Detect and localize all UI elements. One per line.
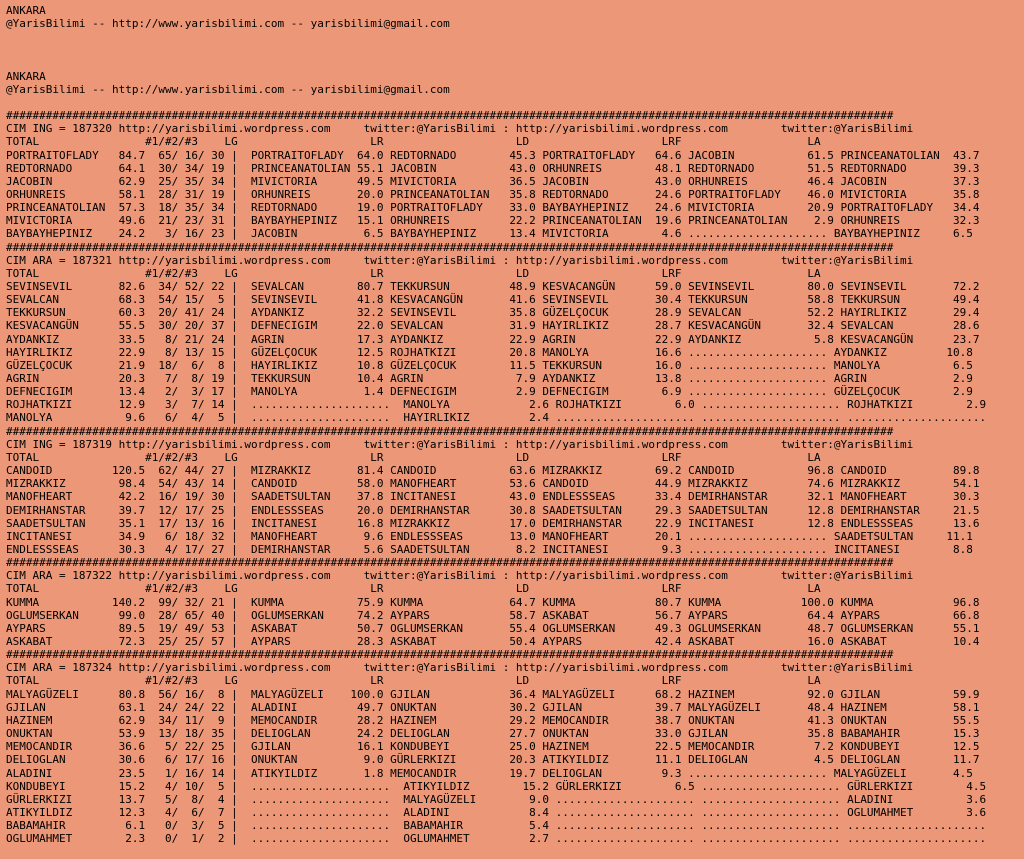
table-row: TEKKURSUN 60.3 20/ 41/ 24 | AYDANKIZ 32.2 SEVINSEVIL 35.8 GÜZELÇOCUK 28.9 SEVALCAN 52.2 HAYIRLIKIZ 29.4 xyxy=(6,306,980,320)
table-row: BABAMAHIR 6.1 0/ 3/ 5 | ..................... BABAMAHIR 5.4 ..................... ..................... ..................... xyxy=(6,819,987,833)
table-row: ALADINI 23.5 1/ 16/ 14 | ATIKYILDIZ 1.8 MEMOCANDIR 19.7 DELIOGLAN 9.3 ..................... MALYAGÜZELI 4.5 xyxy=(6,766,973,780)
table-row: OGLUMSERKAN 99.0 28/ 65/ 40 | OGLUMSERKAN 74.2 AYPARS 58.7 ASKABAT 56.7 AYPARS 64.4 AYPARS 66.8 xyxy=(6,608,980,622)
table-row: ATIKYILDIZ 12.3 4/ 6/ 7 | ..................... ALADINI 8.4 ..................... ..................... OGLUMAHMET 3.6 xyxy=(6,805,987,819)
table-row: PRINCEANATOLIAN 57.3 18/ 35/ 34 | REDTORNADO 19.0 PORTRAITOFLADY 33.0 BAYBAYHEPINIZ 24.6 MIVICTORIA 20.9 PORTRAITOFLADY 34.4 xyxy=(6,201,980,215)
table-row: MANOFHEART 42.2 16/ 19/ 30 | SAADETSULTAN 37.8 INCITANESI 43.0 ENDLESSSEAS 33.4 DEMIRHANSTAR 32.1 MANOFHEART 30.3 xyxy=(6,490,980,504)
header-city: ANKARA xyxy=(6,70,46,83)
table-row: INCITANESI 34.9 6/ 18/ 32 | MANOFHEART 9.6 ENDLESSSEAS 13.0 MANOFHEART 20.1 ..................... SAADETSULTAN 11.1 xyxy=(6,529,973,543)
table-row: DEFNECIGIM 13.4 2/ 3/ 17 | MANOLYA 1.4 DEFNECIGIM 2.9 DEFNECIGIM 6.9 ..................... GÜZELÇOCUK 2.9 xyxy=(6,385,973,399)
table-row: AYPARS 89.5 19/ 49/ 53 | ASKABAT 50.7 OGLUMSERKAN 55.4 OGLUMSERKAN 49.3 OGLUMSERKAN 48.7 OGLUMSERKAN 55.1 xyxy=(6,621,980,635)
table-row: JACOBIN 62.9 25/ 35/ 34 | MIVICTORIA 49.5 MIVICTORIA 36.5 JACOBIN 43.0 ORHUNREIS 46.4 JACOBIN 37.3 xyxy=(6,174,980,188)
header-contact: @YarisBilimi -- http://www.yarisbilimi.com -- yarisbilimi@gmail.com xyxy=(6,17,450,30)
column-header: TOTAL #1/#2/#3 LG LR LD LRF LA xyxy=(6,266,821,280)
separator-line: ###################################################################################################################################### xyxy=(6,648,894,662)
table-row: ASKABAT 72.3 25/ 25/ 57 | AYPARS 28.3 ASKABAT 50.4 AYPARS 42.4 ASKABAT 16.0 ASKABAT 10.4 xyxy=(6,635,980,648)
column-header: TOTAL #1/#2/#3 LG LR LD LRF LA xyxy=(6,674,821,688)
table-row: HAYIRLIKIZ 22.9 8/ 13/ 15 | GÜZELÇOCUK 12.5 ROJHATKIZI 20.8 MANOLYA 16.6 ..................... AYDANKIZ 10.8 xyxy=(6,345,973,359)
table-row: ENDLESSSEAS 30.3 4/ 17/ 27 | DEMIRHANSTAR 5.6 SAADETSULTAN 8.2 INCITANESI 9.3 ..................... INCITANESI 8.8 xyxy=(6,542,973,556)
separator-line: ###################################################################################################################################### xyxy=(6,240,894,254)
header-contact: @YarisBilimi -- http://www.yarisbilimi.com -- yarisbilimi@gmail.com xyxy=(6,83,450,96)
table-row: SAADETSULTAN 35.1 17/ 13/ 16 | INCITANESI 16.8 MIZRAKKIZ 17.0 DEMIRHANSTAR 22.9 INCITANESI 12.8 ENDLESSSEAS 13.6 xyxy=(6,516,980,530)
race-title: CIM ING = 187319 http://yarisbilimi.wordpress.com twitter:@YarisBilimi : http://yarisbilimi.wordpress.com twitter:@YarisBilimi xyxy=(6,437,914,451)
table-row: ONUKTAN 53.9 13/ 18/ 35 | DELIOGLAN 24.2 DELIOGLAN 27.7 ONUKTAN 33.0 GJILAN 35.8 BABAMAHIR 15.3 xyxy=(6,727,980,740)
table-row: KUMMA 140.2 99/ 32/ 21 | KUMMA 75.9 KUMMA 64.7 KUMMA 80.7 KUMMA 100.0 KUMMA 96.8 xyxy=(6,595,980,609)
separator-line: ###################################################################################################################################### xyxy=(6,109,894,122)
header-city: ANKARA xyxy=(6,4,46,17)
race-title: CIM ARA = 187324 http://yarisbilimi.wordpress.com twitter:@YarisBilimi : http://yarisbilimi.wordpress.com twitter:@YarisBilimi xyxy=(6,661,914,675)
table-row: MANOLYA 9.6 6/ 4/ 5 | ..................... HAYIRLIKIZ 2.4 ..................... ..................... ..................... xyxy=(6,411,987,425)
table-row: SEVALCAN 68.3 54/ 15/ 5 | SEVINSEVIL 41.8 KESVACANGÜN 41.6 SEVINSEVIL 30.4 TEKKURSUN 58.8 TEKKURSUN 49.4 xyxy=(6,293,980,307)
table-row: PORTRAITOFLADY 84.7 65/ 16/ 30 | PORTRAITOFLADY 64.0 REDTORNADO 45.3 PORTRAITOFLADY 64.6 JACOBIN 61.5 PRINCEANATOLIAN 43.7 xyxy=(6,148,980,162)
table-row: AGRIN 20.3 7/ 8/ 19 | TEKKURSUN 10.4 AGRIN 7.9 AYDANKIZ 13.8 ..................... AGRIN 2.9 xyxy=(6,372,973,385)
table-row: OGLUMAHMET 2.3 0/ 1/ 2 | ..................... OGLUMAHMET 2.7 ..................... ..................... ..................... xyxy=(6,832,987,846)
table-row: MEMOCANDIR 36.6 5/ 22/ 25 | GJILAN 16.1 KONDUBEYI 25.0 HAZINEM 22.5 MEMOCANDIR 7.2 KONDUBEYI 12.5 xyxy=(6,740,980,754)
table-row: REDTORNADO 64.1 30/ 34/ 19 | PRINCEANATOLIAN 55.1 JACOBIN 43.0 ORHUNREIS 48.1 REDTORNADO 51.5 REDTORNADO 39.3 xyxy=(6,161,980,175)
table-row: BAYBAYHEPINIZ 24.2 3/ 16/ 23 | JACOBIN 6.5 BAYBAYHEPINIZ 13.4 MIVICTORIA 4.6 ..................... BAYBAYHEPINIZ 6.5 xyxy=(6,227,973,241)
table-row: MIVICTORIA 49.6 21/ 23/ 31 | BAYBAYHEPINIZ 15.1 ORHUNREIS 22.2 PRINCEANATOLIAN 19.6 PRINCEANATOLIAN 2.9 ORHUNREIS 32.3 xyxy=(6,214,980,228)
table-row: ORHUNREIS 58.1 28/ 31/ 19 | ORHUNREIS 20.0 PRINCEANATOLIAN 35.8 REDTORNADO 24.6 PORTRAITOFLADY 46.0 MIVICTORIA 35.8 xyxy=(6,187,980,201)
table-row: KESVACANGÜN 55.5 30/ 20/ 37 | DEFNECIGIM 22.0 SEVALCAN 31.9 HAYIRLIKIZ 28.7 KESVACANGÜN 32.4 SEVALCAN 28.6 xyxy=(6,319,980,333)
column-header: TOTAL #1/#2/#3 LG LR LD LRF LA xyxy=(6,135,821,149)
column-header: TOTAL #1/#2/#3 LG LR LD LRF LA xyxy=(6,582,821,596)
table-row: CANDOID 120.5 62/ 44/ 27 | MIZRAKKIZ 81.4 CANDOID 63.6 MIZRAKKIZ 69.2 CANDOID 96.8 CANDOID 89.8 xyxy=(6,464,980,477)
table-row: ROJHATKIZI 12.9 3/ 7/ 14 | ..................... MANOLYA 2.6 ROJHATKIZI 6.0 ..................... ROJHATKIZI 2.9 xyxy=(6,398,987,412)
table-row: GÜZELÇOCUK 21.9 18/ 6/ 8 | HAYIRLIKIZ 10.8 GÜZELÇOCUK 11.5 TEKKURSUN 16.0 ..................... MANOLYA 6.5 xyxy=(6,358,973,372)
table-row: GJILAN 63.1 24/ 24/ 22 | ALADINI 49.7 ONUKTAN 30.2 GJILAN 39.7 MALYAGÜZELI 48.4 HAZINEM 58.1 xyxy=(6,700,980,714)
table-row: AYDANKIZ 33.5 8/ 21/ 24 | AGRIN 17.3 AYDANKIZ 22.9 AGRIN 22.9 AYDANKIZ 5.8 KESVACANGÜN 23.7 xyxy=(6,332,980,346)
table-row: KONDUBEYI 15.2 4/ 10/ 5 | ..................... ATIKYILDIZ 15.2 GÜRLERKIZI 6.5 ..................... GÜRLERKIZI 4.5 xyxy=(6,779,987,793)
table-row: SEVINSEVIL 82.6 34/ 52/ 22 | SEVALCAN 80.7 TEKKURSUN 48.9 KESVACANGÜN 59.0 SEVINSEVIL 80.0 SEVINSEVIL 72.2 xyxy=(6,280,980,293)
table-row: MALYAGÜZELI 80.8 56/ 16/ 8 | MALYAGÜZELI 100.0 GJILAN 36.4 MALYAGÜZELI 68.2 HAZINEM 92.0 GJILAN 59.9 xyxy=(6,687,980,701)
separator-line: ###################################################################################################################################### xyxy=(6,556,894,570)
race-title: CIM ARA = 187321 http://yarisbilimi.wordpress.com twitter:@YarisBilimi : http://yarisbilimi.wordpress.com twitter:@YarisBilimi xyxy=(6,253,914,267)
table-row: DEMIRHANSTAR 39.7 12/ 17/ 25 | ENDLESSSEAS 20.0 DEMIRHANSTAR 30.8 SAADETSULTAN 29.3 SAADETSULTAN 12.8 DEMIRHANSTAR 21.5 xyxy=(6,503,980,517)
separator-line: ###################################################################################################################################### xyxy=(6,424,894,438)
race-title: CIM ING = 187320 http://yarisbilimi.wordpress.com twitter:@YarisBilimi : http://yarisbilimi.wordpress.com twitter:@YarisBilimi xyxy=(6,122,914,136)
race-title: CIM ARA = 187322 http://yarisbilimi.wordpress.com twitter:@YarisBilimi : http://yarisbilimi.wordpress.com twitter:@YarisBilimi xyxy=(6,569,914,583)
table-row: GÜRLERKIZI 13.7 5/ 8/ 4 | ..................... MALYAGÜZELI 9.0 ..................... ..................... ALADINI 3.6 xyxy=(6,792,987,806)
column-header: TOTAL #1/#2/#3 LG LR LD LRF LA xyxy=(6,450,821,464)
table-row: DELIOGLAN 30.6 6/ 17/ 16 | ONUKTAN 9.0 GÜRLERKIZI 20.3 ATIKYILDIZ 11.1 DELIOGLAN 4.5 DELIOGLAN 11.7 xyxy=(6,753,980,767)
table-row: MIZRAKKIZ 98.4 54/ 43/ 14 | CANDOID 58.0 MANOFHEART 53.6 CANDOID 44.9 MIZRAKKIZ 74.6 MIZRAKKIZ 54.1 xyxy=(6,477,980,491)
table-row: HAZINEM 62.9 34/ 11/ 9 | MEMOCANDIR 28.2 HAZINEM 29.2 MEMOCANDIR 38.7 ONUKTAN 41.3 ONUKTAN 55.5 xyxy=(6,713,980,727)
